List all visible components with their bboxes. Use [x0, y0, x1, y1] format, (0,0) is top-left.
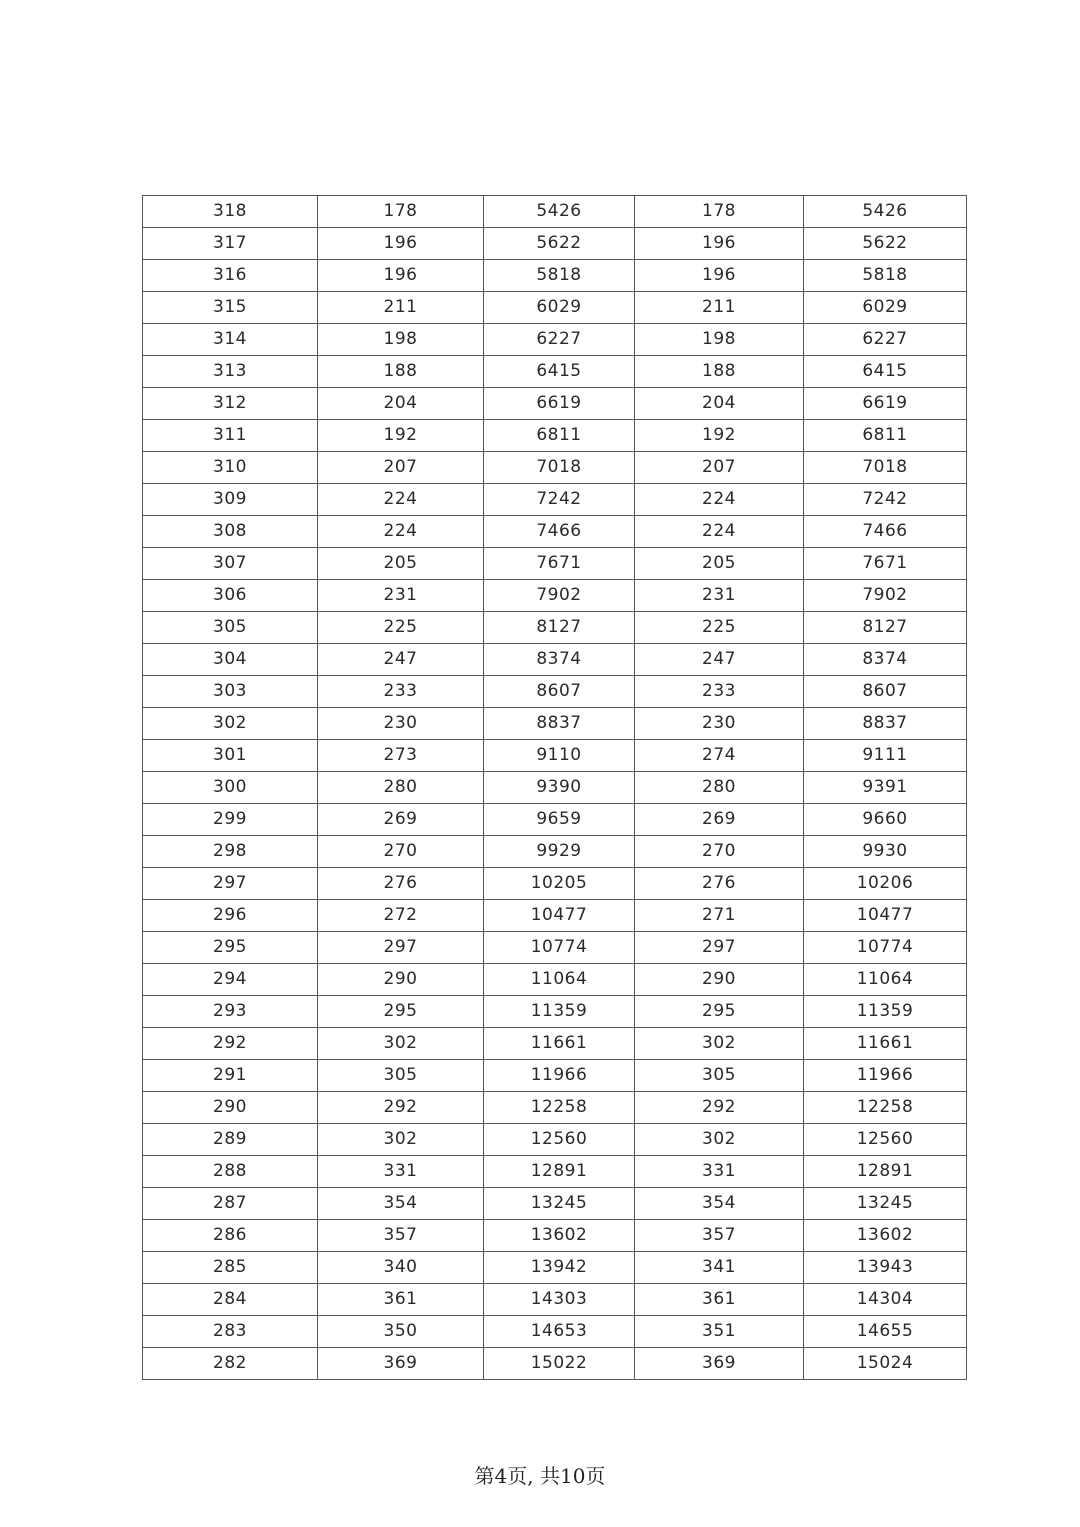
- count-cell-2: 351: [635, 1316, 804, 1348]
- count-cell-2: 331: [635, 1156, 804, 1188]
- count-cell: 305: [318, 1060, 484, 1092]
- score-cell: 307: [143, 548, 318, 580]
- cumulative-cell-2: 7671: [804, 548, 967, 580]
- cumulative-cell-2: 9660: [804, 804, 967, 836]
- table-row: [143, 1156, 967, 1188]
- score-cell: 314: [143, 324, 318, 356]
- score-cell: 290: [143, 1092, 318, 1124]
- score-cell: 295: [143, 932, 318, 964]
- score-cell: 309: [143, 484, 318, 516]
- score-table-body: [143, 196, 967, 1380]
- cumulative-cell: 13245: [484, 1188, 635, 1220]
- count-cell: 231: [318, 580, 484, 612]
- count-cell-2: 205: [635, 548, 804, 580]
- score-cell: 310: [143, 452, 318, 484]
- table-row: [143, 708, 967, 740]
- table-row: [143, 772, 967, 804]
- count-cell: 361: [318, 1284, 484, 1316]
- table-row: [143, 1252, 967, 1284]
- cumulative-cell: 6029: [484, 292, 635, 324]
- table-row: [143, 580, 967, 612]
- table-row: [143, 836, 967, 868]
- table-row: [143, 932, 967, 964]
- cumulative-cell: 10477: [484, 900, 635, 932]
- table-row: [143, 1060, 967, 1092]
- cumulative-cell-2: 7466: [804, 516, 967, 548]
- cumulative-cell: 6415: [484, 356, 635, 388]
- cumulative-cell: 10774: [484, 932, 635, 964]
- count-cell: 207: [318, 452, 484, 484]
- cumulative-cell-2: 9111: [804, 740, 967, 772]
- score-cell: 283: [143, 1316, 318, 1348]
- table-row: [143, 676, 967, 708]
- count-cell: 233: [318, 676, 484, 708]
- table-row: [143, 516, 967, 548]
- cumulative-cell: 11661: [484, 1028, 635, 1060]
- cumulative-cell: 12891: [484, 1156, 635, 1188]
- table-row: [143, 1316, 967, 1348]
- table-row: [143, 900, 967, 932]
- count-cell-2: 354: [635, 1188, 804, 1220]
- cumulative-cell: 8607: [484, 676, 635, 708]
- cumulative-cell-2: 6029: [804, 292, 967, 324]
- cumulative-cell-2: 9391: [804, 772, 967, 804]
- cumulative-cell-2: 7242: [804, 484, 967, 516]
- count-cell: 280: [318, 772, 484, 804]
- cumulative-cell: 8837: [484, 708, 635, 740]
- count-cell-2: 224: [635, 516, 804, 548]
- table-row: [143, 1124, 967, 1156]
- cumulative-cell: 7466: [484, 516, 635, 548]
- table-row: [143, 1092, 967, 1124]
- cumulative-cell: 8374: [484, 644, 635, 676]
- count-cell-2: 224: [635, 484, 804, 516]
- score-cell: 286: [143, 1220, 318, 1252]
- table-row: [143, 196, 967, 228]
- score-cell: 293: [143, 996, 318, 1028]
- score-cell: 312: [143, 388, 318, 420]
- cumulative-cell: 5818: [484, 260, 635, 292]
- table-row: [143, 644, 967, 676]
- cumulative-cell: 14303: [484, 1284, 635, 1316]
- count-cell-2: 290: [635, 964, 804, 996]
- table-row: [143, 484, 967, 516]
- score-cell: 304: [143, 644, 318, 676]
- cumulative-cell-2: 15024: [804, 1348, 967, 1380]
- cumulative-cell: 15022: [484, 1348, 635, 1380]
- cumulative-cell-2: 11359: [804, 996, 967, 1028]
- count-cell: 357: [318, 1220, 484, 1252]
- table-row: [143, 260, 967, 292]
- score-cell: 289: [143, 1124, 318, 1156]
- cumulative-cell-2: 8374: [804, 644, 967, 676]
- cumulative-cell-2: 8607: [804, 676, 967, 708]
- count-cell-2: 178: [635, 196, 804, 228]
- cumulative-cell-2: 11966: [804, 1060, 967, 1092]
- cumulative-cell: 7018: [484, 452, 635, 484]
- cumulative-cell-2: 7902: [804, 580, 967, 612]
- score-cell: 282: [143, 1348, 318, 1380]
- count-cell-2: 361: [635, 1284, 804, 1316]
- count-cell-2: 357: [635, 1220, 804, 1252]
- score-cell: 296: [143, 900, 318, 932]
- cumulative-cell-2: 12560: [804, 1124, 967, 1156]
- count-cell: 302: [318, 1124, 484, 1156]
- score-cell: 315: [143, 292, 318, 324]
- table-row: [143, 740, 967, 772]
- count-cell-2: 369: [635, 1348, 804, 1380]
- count-cell: 272: [318, 900, 484, 932]
- cumulative-cell-2: 10477: [804, 900, 967, 932]
- table-row: [143, 1188, 967, 1220]
- score-cell: 291: [143, 1060, 318, 1092]
- count-cell: 224: [318, 484, 484, 516]
- cumulative-cell: 7902: [484, 580, 635, 612]
- count-cell-2: 269: [635, 804, 804, 836]
- cumulative-cell-2: 9930: [804, 836, 967, 868]
- count-cell-2: 305: [635, 1060, 804, 1092]
- table-row: [143, 1348, 967, 1380]
- cumulative-cell-2: 11064: [804, 964, 967, 996]
- count-cell-2: 297: [635, 932, 804, 964]
- count-cell: 302: [318, 1028, 484, 1060]
- page-number-footer: 第4页, 共10页: [474, 1464, 606, 1488]
- cumulative-cell: 6811: [484, 420, 635, 452]
- score-cell: 305: [143, 612, 318, 644]
- count-cell-2: 274: [635, 740, 804, 772]
- count-cell-2: 233: [635, 676, 804, 708]
- score-cell: 318: [143, 196, 318, 228]
- count-cell: 297: [318, 932, 484, 964]
- count-cell-2: 211: [635, 292, 804, 324]
- table-row: [143, 804, 967, 836]
- count-cell: 205: [318, 548, 484, 580]
- count-cell: 354: [318, 1188, 484, 1220]
- cumulative-cell-2: 10206: [804, 868, 967, 900]
- cumulative-cell: 10205: [484, 868, 635, 900]
- cumulative-cell-2: 14655: [804, 1316, 967, 1348]
- cumulative-cell: 13602: [484, 1220, 635, 1252]
- count-cell: 290: [318, 964, 484, 996]
- table-row: [143, 548, 967, 580]
- count-cell: 276: [318, 868, 484, 900]
- table-row: [143, 388, 967, 420]
- cumulative-cell: 14653: [484, 1316, 635, 1348]
- count-cell-2: 231: [635, 580, 804, 612]
- count-cell: 225: [318, 612, 484, 644]
- count-cell: 331: [318, 1156, 484, 1188]
- cumulative-cell: 5622: [484, 228, 635, 260]
- count-cell-2: 196: [635, 228, 804, 260]
- score-cell: 306: [143, 580, 318, 612]
- score-cell: 292: [143, 1028, 318, 1060]
- score-cell: 294: [143, 964, 318, 996]
- table-row: [143, 1220, 967, 1252]
- count-cell-2: 271: [635, 900, 804, 932]
- table-row: [143, 356, 967, 388]
- count-cell: 188: [318, 356, 484, 388]
- cumulative-cell-2: 13602: [804, 1220, 967, 1252]
- table-row: [143, 612, 967, 644]
- score-table: [142, 195, 967, 1380]
- cumulative-cell: 7671: [484, 548, 635, 580]
- count-cell: 196: [318, 228, 484, 260]
- score-cell: 311: [143, 420, 318, 452]
- count-cell-2: 196: [635, 260, 804, 292]
- count-cell-2: 225: [635, 612, 804, 644]
- score-cell: 287: [143, 1188, 318, 1220]
- score-cell: 297: [143, 868, 318, 900]
- count-cell-2: 292: [635, 1092, 804, 1124]
- cumulative-cell: 12258: [484, 1092, 635, 1124]
- count-cell-2: 270: [635, 836, 804, 868]
- cumulative-cell: 11064: [484, 964, 635, 996]
- score-cell: 303: [143, 676, 318, 708]
- score-cell: 299: [143, 804, 318, 836]
- cumulative-cell-2: 11661: [804, 1028, 967, 1060]
- cumulative-cell: 9659: [484, 804, 635, 836]
- count-cell: 292: [318, 1092, 484, 1124]
- cumulative-cell: 5426: [484, 196, 635, 228]
- count-cell: 269: [318, 804, 484, 836]
- cumulative-cell: 9390: [484, 772, 635, 804]
- count-cell-2: 295: [635, 996, 804, 1028]
- count-cell: 192: [318, 420, 484, 452]
- count-cell-2: 247: [635, 644, 804, 676]
- count-cell-2: 302: [635, 1028, 804, 1060]
- count-cell-2: 302: [635, 1124, 804, 1156]
- table-row: [143, 1284, 967, 1316]
- score-cell: 284: [143, 1284, 318, 1316]
- cumulative-cell-2: 6415: [804, 356, 967, 388]
- table-row: [143, 292, 967, 324]
- score-cell: 288: [143, 1156, 318, 1188]
- cumulative-cell-2: 13943: [804, 1252, 967, 1284]
- cumulative-cell: 6619: [484, 388, 635, 420]
- count-cell: 196: [318, 260, 484, 292]
- count-cell: 273: [318, 740, 484, 772]
- count-cell: 295: [318, 996, 484, 1028]
- count-cell: 224: [318, 516, 484, 548]
- count-cell: 204: [318, 388, 484, 420]
- score-cell: 301: [143, 740, 318, 772]
- cumulative-cell-2: 6619: [804, 388, 967, 420]
- count-cell-2: 207: [635, 452, 804, 484]
- count-cell-2: 192: [635, 420, 804, 452]
- cumulative-cell-2: 8127: [804, 612, 967, 644]
- count-cell: 198: [318, 324, 484, 356]
- cumulative-cell: 12560: [484, 1124, 635, 1156]
- count-cell-2: 276: [635, 868, 804, 900]
- count-cell-2: 280: [635, 772, 804, 804]
- cumulative-cell: 9110: [484, 740, 635, 772]
- cumulative-cell-2: 6227: [804, 324, 967, 356]
- cumulative-cell: 11359: [484, 996, 635, 1028]
- score-cell: 298: [143, 836, 318, 868]
- score-cell: 313: [143, 356, 318, 388]
- cumulative-cell-2: 10774: [804, 932, 967, 964]
- table-row: [143, 868, 967, 900]
- count-cell: 340: [318, 1252, 484, 1284]
- cumulative-cell-2: 12891: [804, 1156, 967, 1188]
- table-row: [143, 228, 967, 260]
- count-cell: 350: [318, 1316, 484, 1348]
- count-cell-2: 204: [635, 388, 804, 420]
- score-cell: 317: [143, 228, 318, 260]
- count-cell: 369: [318, 1348, 484, 1380]
- cumulative-cell: 13942: [484, 1252, 635, 1284]
- cumulative-cell: 11966: [484, 1060, 635, 1092]
- cumulative-cell: 9929: [484, 836, 635, 868]
- count-cell-2: 341: [635, 1252, 804, 1284]
- table-row: [143, 420, 967, 452]
- table-row: [143, 964, 967, 996]
- cumulative-cell-2: 13245: [804, 1188, 967, 1220]
- score-cell: 285: [143, 1252, 318, 1284]
- count-cell: 230: [318, 708, 484, 740]
- cumulative-cell-2: 14304: [804, 1284, 967, 1316]
- cumulative-cell-2: 7018: [804, 452, 967, 484]
- count-cell: 247: [318, 644, 484, 676]
- cumulative-cell: 6227: [484, 324, 635, 356]
- score-cell: 302: [143, 708, 318, 740]
- table-row: [143, 996, 967, 1028]
- table-row: [143, 324, 967, 356]
- score-cell: 316: [143, 260, 318, 292]
- count-cell: 211: [318, 292, 484, 324]
- count-cell: 270: [318, 836, 484, 868]
- cumulative-cell-2: 5426: [804, 196, 967, 228]
- cumulative-cell: 7242: [484, 484, 635, 516]
- cumulative-cell-2: 5818: [804, 260, 967, 292]
- table-row: [143, 452, 967, 484]
- score-cell: 308: [143, 516, 318, 548]
- score-cell: 300: [143, 772, 318, 804]
- count-cell-2: 198: [635, 324, 804, 356]
- cumulative-cell-2: 6811: [804, 420, 967, 452]
- cumulative-cell-2: 8837: [804, 708, 967, 740]
- count-cell-2: 188: [635, 356, 804, 388]
- count-cell: 178: [318, 196, 484, 228]
- cumulative-cell-2: 5622: [804, 228, 967, 260]
- cumulative-cell: 8127: [484, 612, 635, 644]
- table-row: [143, 1028, 967, 1060]
- count-cell-2: 230: [635, 708, 804, 740]
- cumulative-cell-2: 12258: [804, 1092, 967, 1124]
